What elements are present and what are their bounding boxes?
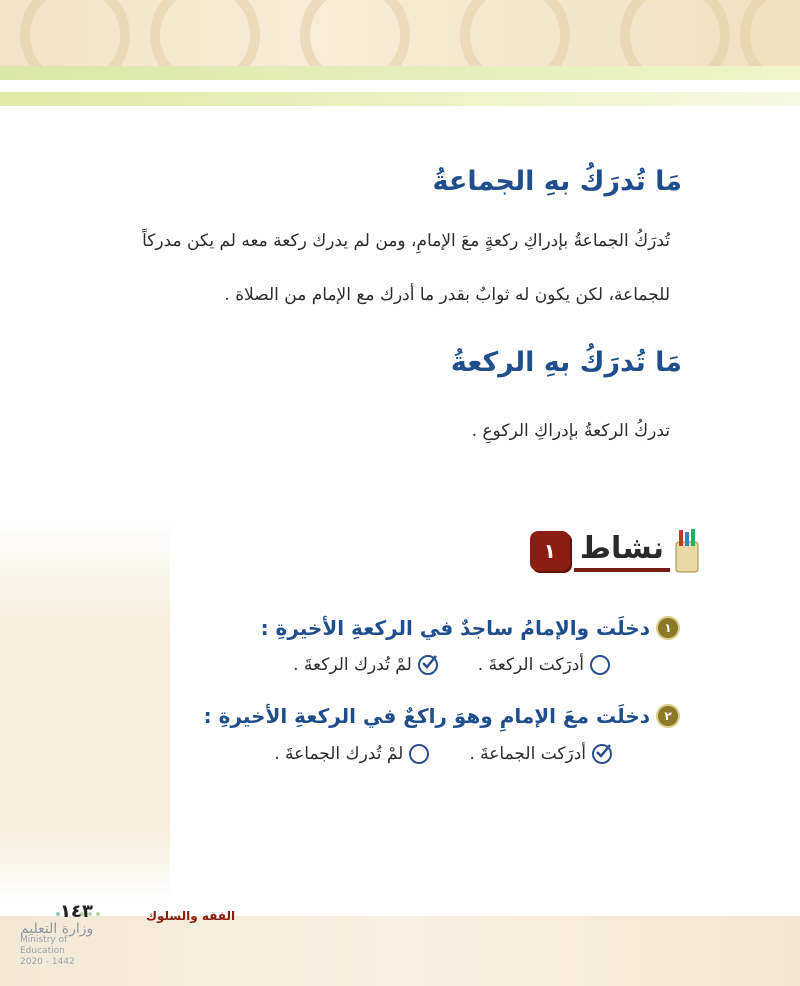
ministry-name-en: Ministry of Education (20, 935, 68, 956)
section-heading-rakah: مَا تُدرَكُ بهِ الركعةُ (450, 347, 682, 378)
footer-ornament (0, 916, 800, 986)
radio-empty[interactable] (590, 655, 610, 675)
radio-checked[interactable] (592, 744, 612, 764)
header-stripe (0, 66, 800, 80)
option-label: لمْ تُدرك الجماعةَ . (274, 744, 404, 764)
question-2 (204, 704, 678, 728)
option-label: أدرَكت الركعةَ . (477, 655, 584, 675)
question-1 (261, 616, 678, 640)
option-q1-a[interactable] (478, 655, 610, 675)
ministry-logo (20, 921, 110, 968)
option-label: لمْ تُدرك الركعةَ . (293, 655, 412, 675)
pencils-icon (674, 528, 700, 574)
activity-badge (530, 523, 700, 579)
section2-line: تدركُ الركعةُ بإدراكِ الركوعِ . (471, 421, 670, 441)
question-number: ١ (658, 618, 678, 638)
check-icon (419, 653, 439, 673)
radio-checked[interactable] (418, 655, 438, 675)
radio-empty[interactable] (409, 744, 429, 764)
section1-line-1: تُدرَكُ الجماعةُ بإدراكِ ركعةٍ معَ الإمامِ، ومن لم يدرك ركعة معه لم يكن مدركاً (142, 231, 670, 251)
ministry-name-ar: وزارة التعليم (20, 921, 94, 937)
ministry-years: 2020 - 1442 (20, 957, 75, 967)
book-title: الفقه والسلوك (146, 909, 236, 923)
check-icon (593, 742, 613, 762)
option-q2-a[interactable] (469, 744, 612, 764)
question-text: دخلَت معَ الإمامِ وهوَ راكعٌ في الركعةِ الأخيرةِ : (203, 704, 650, 728)
activity-number: ١ (530, 531, 570, 571)
section-heading-jamaah: مَا تُدرَكُ بهِ الجماعةُ (432, 166, 682, 197)
page-number: ١٤٣ (60, 901, 93, 922)
question-1-options (293, 655, 610, 675)
question-number: ٢ (658, 706, 678, 726)
option-q1-b[interactable] (293, 655, 438, 675)
side-ornament (0, 520, 170, 900)
header-rule (0, 92, 800, 106)
activity-label: نشاط (574, 531, 670, 572)
option-label: أدرَكت الجماعةَ . (469, 744, 586, 764)
question-text: دخلَت والإمامُ ساجدٌ في الركعةِ الأخيرةِ : (260, 616, 650, 640)
section1-line-2: للجماعة، لكن يكون له ثوابٌ بقدر ما أدرك مع الإمام من الصلاة . (224, 285, 670, 305)
option-q2-b[interactable] (274, 744, 429, 764)
question-2-options (274, 744, 612, 764)
